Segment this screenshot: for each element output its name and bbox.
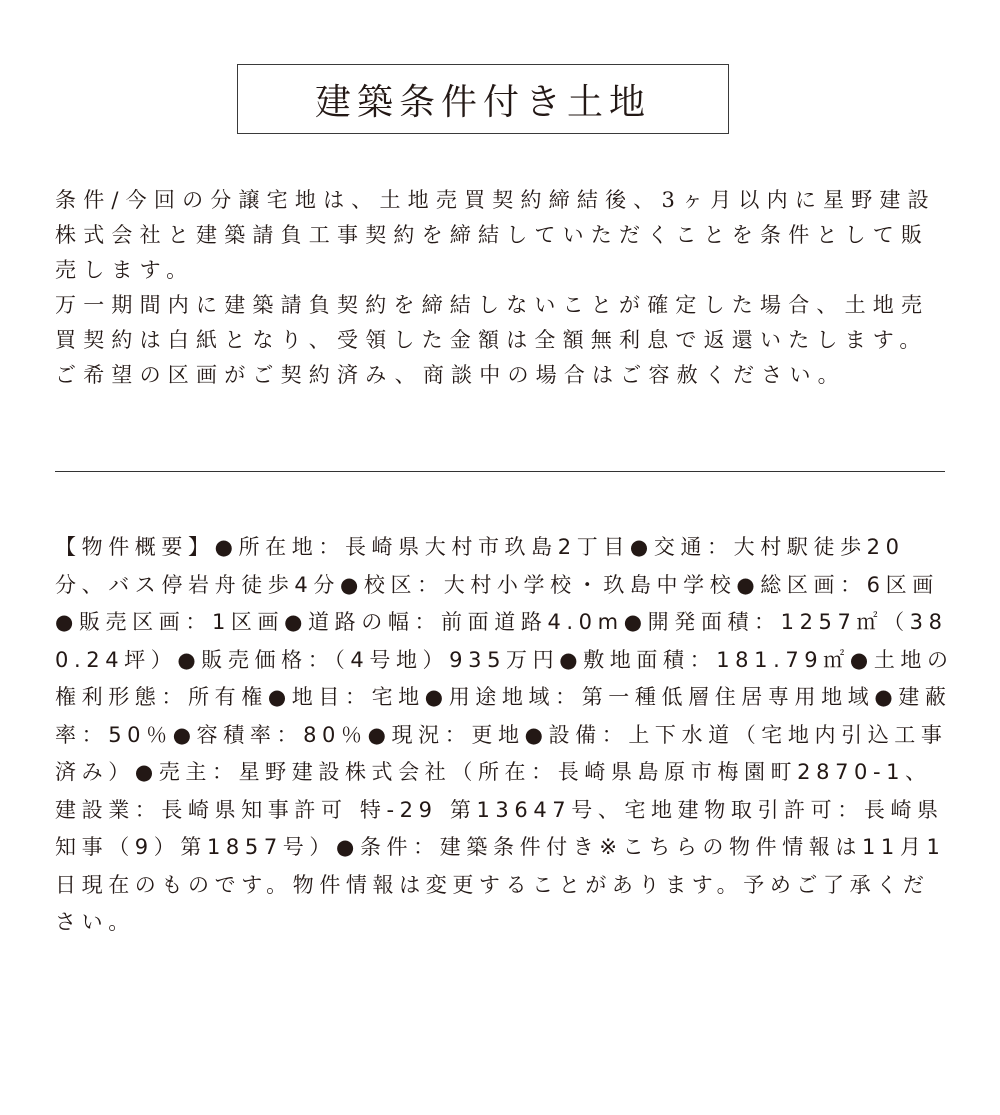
bullet-icon: ●: [55, 610, 79, 634]
overview-item-value: 第一種低層住居専用地域: [581, 685, 875, 709]
overview-item-label: 容積率：: [196, 722, 304, 747]
overview-item-value: （4号地）935万円: [334, 647, 560, 672]
overview-item-label: 校区：: [363, 572, 444, 597]
overview-item-label: 道路の幅：: [308, 610, 442, 634]
overview-item: [268, 685, 425, 709]
bullet-icon: ●: [339, 572, 364, 597]
overview-item: [215, 535, 630, 559]
bullet-icon: ●: [559, 647, 584, 672]
overview-item: [368, 723, 525, 747]
bullet-icon: ●: [623, 610, 648, 634]
overview-item-value: 更地: [471, 722, 525, 747]
overview-item: [177, 648, 559, 672]
bullet-icon: ●: [267, 685, 292, 709]
bullet-icon: ●: [367, 722, 392, 747]
overview-item-value: 宅地: [371, 685, 425, 709]
overview-item-label: 所在地：: [238, 535, 345, 559]
overview-heading: 【物件概要】: [55, 535, 215, 559]
overview-item-label: 現況：: [391, 722, 472, 747]
overview-item: [340, 573, 736, 597]
overview-item-value: 1区画: [211, 610, 285, 634]
overview-item: [284, 610, 624, 634]
conditions-paragraph: 条件/今回の分譲宅地は、土地売買契約締結後、3ヶ月以内に星野建設株式会社と建築請負工事契約を締結していただくことを条件として販売します。: [55, 188, 936, 282]
overview-item: [559, 648, 850, 672]
overview-item-value: 前面道路4.0m: [441, 610, 624, 634]
overview-item-value: 大村駅徒歩20分、バス停岩舟徒歩4分: [55, 535, 905, 597]
bullet-icon: ●: [172, 722, 197, 747]
conditions-section: [55, 183, 950, 393]
overview-item: [55, 610, 284, 634]
overview-item: [336, 835, 599, 859]
overview-item-label: 販売区画：: [78, 610, 212, 634]
page-title: 建築条件付き土地: [314, 81, 651, 123]
overview-item-label: 総区画：: [760, 572, 867, 597]
overview-item: [425, 685, 875, 709]
bullet-icon: ●: [336, 835, 360, 859]
overview-text: [55, 529, 955, 942]
overview-item-label: 交通：: [653, 535, 734, 559]
bullet-icon: ●: [134, 760, 159, 784]
bullet-icon: ●: [177, 647, 202, 672]
overview-note: ※こちらの物件情報は11月1日現在のものです。物件情報は変更することがあります。予めご了承ください。: [55, 835, 946, 934]
overview-item-label: 建蔽率：: [55, 685, 952, 747]
bullet-icon: ●: [284, 610, 309, 634]
overview-item-label: 条件：: [359, 835, 440, 859]
overview-item-value: 181.79㎡: [716, 647, 850, 672]
overview-item-value: 長崎県大村市玖島2丁目: [344, 535, 630, 559]
overview-item-value: 80％: [303, 722, 368, 747]
conditions-paragraph: 万一期間内に建築請負契約を締結しないことが確定した場合、土地売買契約は白紙となり、受領した金額は全額無利息で返還いたします。: [55, 293, 930, 352]
overview-item-label: 開発面積：: [647, 610, 781, 634]
bullet-icon: ●: [424, 685, 449, 709]
overview-items: [55, 535, 954, 859]
overview-item-value: 上下水道（宅地内引込工事済み）: [55, 722, 948, 784]
bullet-icon: ●: [874, 685, 899, 709]
overview-item-value: 建築条件付き: [439, 835, 600, 859]
conditions-paragraph: ご希望の区画がご契約済み、商談中の場合はご容赦ください。: [55, 363, 846, 387]
bullet-icon: ●: [214, 535, 239, 559]
overview-item-value: 大村小学校・玖島中学校: [443, 572, 737, 597]
overview-item-label: 地目：: [291, 685, 372, 709]
overview-item-label: 敷地面積：: [583, 647, 717, 672]
overview-item-value: 50％: [108, 722, 173, 747]
title-box: [237, 64, 729, 134]
overview-item-value: 星野建設株式会社（所在：長崎県島原市梅園町2870-1、建設業：長崎県知事許可 特-29 第13647号、宅地建物取引許可：長崎県知事（9）第1857号）: [55, 760, 944, 859]
bullet-icon: ●: [849, 647, 874, 672]
overview-item-value: 所有権: [188, 685, 268, 709]
overview-item-label: 土地の権利形態：: [55, 647, 954, 709]
overview-item: [173, 723, 368, 747]
overview-item-label: 販売価格：: [201, 647, 335, 672]
overview-item-label: 設備：: [548, 722, 629, 747]
overview-item-label: 用途地域：: [448, 685, 582, 709]
bullet-icon: ●: [524, 722, 549, 747]
property-overview: [55, 529, 955, 942]
section-divider: [55, 471, 945, 472]
overview-item-value: 1257㎡（380.24坪）: [55, 610, 948, 672]
overview-item: [736, 573, 939, 597]
bullet-icon: ●: [736, 572, 761, 597]
bullet-icon: ●: [629, 535, 654, 559]
overview-item-label: 売主：: [158, 760, 239, 784]
overview-item-value: 6区画: [866, 572, 939, 597]
